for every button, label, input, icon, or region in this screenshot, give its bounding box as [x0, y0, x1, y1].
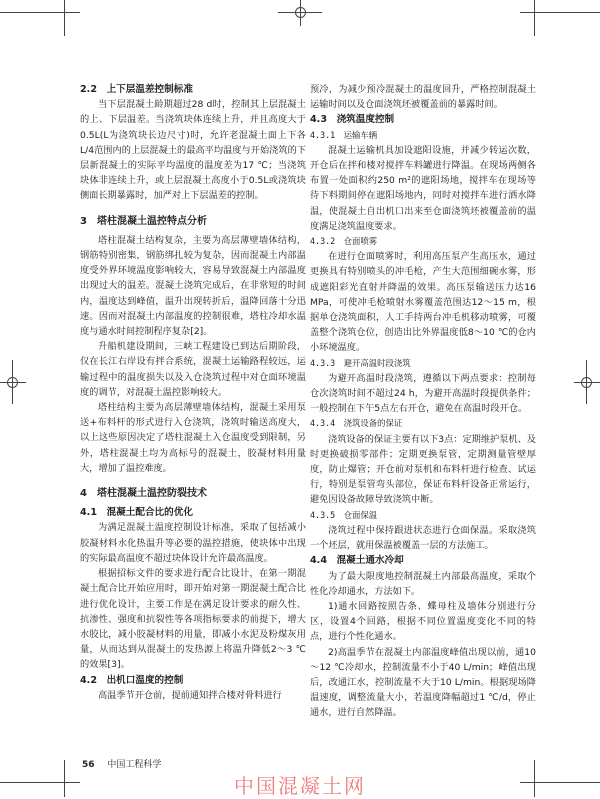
paragraph: 当下层混凝土龄期超过28 d时，控制其上层混凝土的上、下层温差。当浇筑块体连续上升，并且高度大于0.5L(L为浇筑块长边尺寸)时，允许老混凝土面上下各L/4范围内的上层混凝土的最高平均温度与开始浇筑的下层新混凝土的实际平均温度的温度差为17 ℃；当浇筑块体非连续上升，或上层混凝土高度小于0.5L或浇筑块侧面长期暴露时，加严对上下层温差的控制。	[80, 99, 306, 202]
paragraph: 混凝土运输机具加设遮阳设施，并减少转运次数，开仓后在拌和楼对搅拌车料罐进行降温。在现场两侧各布置一处面积约250 m²的遮阳场地，搅拌车在现场等待下料期间停在遮阳场地内，同时对搅拌车进行洒水降温，使混凝土自出机口出来至仓面浇筑坯被覆盖前的温度满足浇筑温度要求。	[310, 144, 536, 232]
page-footer	[82, 757, 161, 770]
paragraph: 为满足混凝土温度控制设计标准，采取了包括减小胶凝材料水化热温升等必要的温控措施，使块体中出现的实际最高温度不超过块体设计允许最高温度。	[80, 522, 306, 564]
registration-circle-icon	[7, 377, 18, 388]
subsection-heading: 4.2 出机口温度的控制	[80, 674, 184, 686]
paragraph: 根据招标文件的要求进行配合比设计，在第一期混凝土配合比开始应用时，即开始对第一期混凝土配合比进行优化设计，主要工作是在满足设计要求的耐久性、抗渗性、强度和抗裂性等各项指标要求的前提下，增大水胶比，减小胶凝材料的用量，即减小水泥及粉煤灰用量，从而达到从混凝土的发热源上将温升降低2～3 ℃的效果[3]。	[80, 568, 306, 671]
sub-subsection-heading: 4.3.1 运输车辆	[310, 129, 378, 140]
subsection-heading: 4.3 浇筑温度控制	[310, 114, 395, 126]
registration-circle-icon	[581, 377, 592, 388]
paragraph: 塔柱结构主要为高层薄壁墙体结构，混凝土采用泵送+布料杆的形式进行入仓浇筑，浇筑时输送高度大，以上这些原因决定了塔柱混凝土入仓温度受到限制，另外，塔柱混凝土均为高标号的混凝土，胶凝材料用量大，增加了温控难度。	[80, 402, 306, 474]
page-number: 56	[82, 760, 95, 770]
sub-subsection-heading: 4.3.4 浇筑设备的保证	[310, 418, 403, 429]
paragraph: 浇筑过程中保持跟进状态进行仓面保温。采取浇筑一个坯层，就用保温被覆盖一层的方法施工。	[310, 524, 536, 552]
sub-subsection-heading: 4.3.5 仓面保温	[310, 509, 378, 520]
crop-mark	[534, 0, 535, 36]
paragraph: 为了最大限度地控制混凝土内部最高温度，采取个性化冷却通水，方法如下。	[310, 570, 536, 597]
paragraph: 高温季节开仓前，提前通知拌合楼对骨料进行	[98, 689, 282, 701]
watermark: 中国混凝土网	[234, 774, 366, 798]
crop-mark	[64, 0, 65, 36]
subsection-heading: 4.4 混凝土通水冷却	[310, 555, 404, 567]
section-heading: 3 塔柱混凝土温控特点分析	[80, 215, 207, 227]
paragraph: 浇筑设备的保证主要有以下3点：定期维护泵机、及时更换破损零部件；定期更换泵管，定期测量管壁厚度，防止爆管；开仓前对泵机和布料杆进行检查、试运行，特别是泵管弯头部位，保证布料杆设备正常运行，避免因设备故障导致浇筑中断。	[310, 433, 536, 506]
paragraph: 升船机建设期间，三峡工程建设已到达后期阶段，仅在长江右岸设有拌合系统，混凝土运输路程较远，运输过程中的温度损失以及入仓浇筑过程中对仓面环境温度的调节，对混凝土温控影响较大。	[80, 341, 306, 398]
paragraph: 1)通水回路按照告条、蝶母柱及墙体分别进行分区，设置4个回路，根据不同位置温度变化不同的特点，进行个性化通水。	[310, 600, 536, 643]
paragraph: 预冷，为减少预冷混凝土的温度回升，严格控制混凝土运输时间以及仓面浇筑坯被覆盖前的暴露时间。	[310, 84, 536, 111]
sub-subsection-heading: 4.3.3 避开高温时段浇筑	[310, 357, 411, 368]
paragraph: 为避开高温时段浇筑，遵循以下两点要求：控制每仓次浇筑时间不超过24 h，为避开高温时段提供条件；一般控制在下午5点左右开仓，避免在高温时段开仓。	[310, 372, 536, 415]
left-column	[80, 82, 306, 703]
paragraph: 在进行仓面喷雾时，利用高压泵产生高压水，通过更换具有特别喷头的冲毛枪，产生大范围细碗水雾，形成遮阳彩光直射并降温的效果。高压泵输送压力达16 MPa，可使冲毛枪喷射水雾覆盖范围达12～15 m，根据单仓浇筑面积，人工手持两台冲毛机移动喷雾，可覆盖整个浇筑仓位，创造出比外界温度低8～10 ℃的仓内小环境温度。	[310, 251, 536, 354]
registration-circle-icon	[295, 7, 306, 18]
right-column	[310, 82, 536, 721]
section-heading: 2.2 上下层温差控制标准	[80, 84, 193, 95]
paragraph: 塔柱混凝土结构复杂，主要为高层薄壁墙体结构，钢筋特别密集，钢筋绑扎较为复杂，因而混凝土内部温度受外界环境温度影响较大，容易导致混凝土内部温度出现过大的温差。混凝土浇筑完成后，在非常短的时间内，温度达到峰值，温升出现转折后，温降回落十分迅速。因而对混凝土内部温度的控制很难，塔柱冷却水温度与通水时间控制程序复杂[2]。	[80, 234, 306, 338]
sub-subsection-heading: 4.3.2 仓面喷雾	[310, 236, 378, 247]
paragraph: 2)高温季节在混凝土内部温度峰值出现以前，通10～12 ℃冷却水，控制流量不小于40 L/min；峰值出现后，改通江水，控制流量不大于10 L/min。根据现场降温速度，调整流量大小，若温度降幅超过1 ℃/d，停止通水，进行自然降温。	[310, 646, 536, 719]
crop-mark	[520, 12, 600, 13]
journal-name: 中国工程科学	[107, 760, 162, 770]
subsection-heading: 4.1 混凝土配合比的优化	[80, 507, 193, 519]
section-heading: 4 塔柱混凝土温控防裂技术	[80, 488, 207, 500]
crop-mark	[0, 12, 80, 13]
